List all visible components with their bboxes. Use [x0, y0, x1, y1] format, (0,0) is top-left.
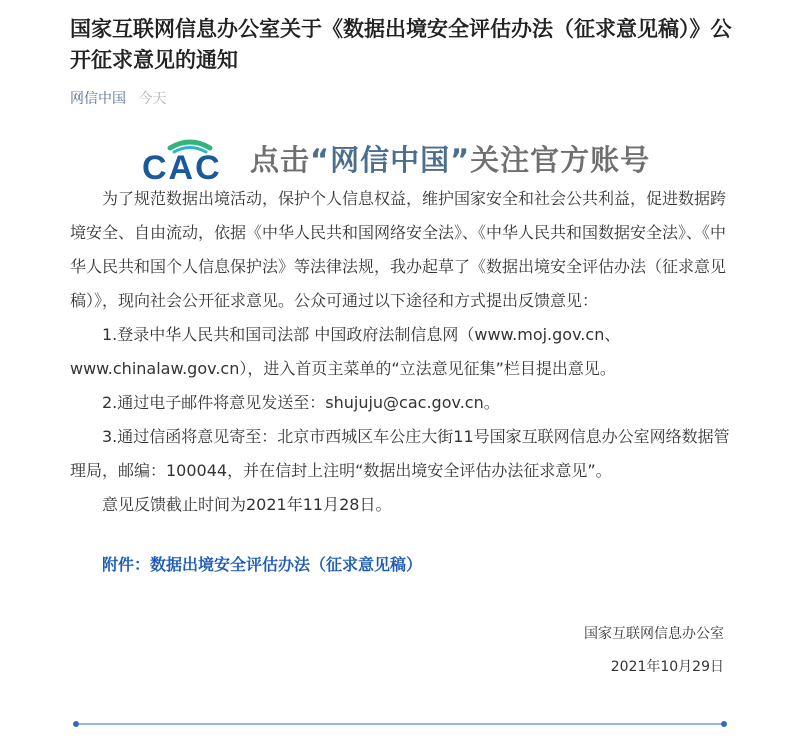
- article-meta: [70, 88, 166, 108]
- banner-slogan: [250, 138, 650, 179]
- deadline-paragraph: 意见反馈截止时间为2021年11月28日。: [102, 495, 392, 514]
- article-title: 国家互联网信息办公室关于《数据出境安全评估办法（征求意见稿）》公开征求意见的通知: [70, 17, 732, 72]
- method-item-3: 3.通过信函将意见寄至：北京市西城区车公庄大街11号国家互联网信息办公室网络数据管理局，邮编：100044，并在信封上注明“数据出境安全评估办法征求意见”。: [70, 427, 730, 480]
- intro-paragraph: 为了规范数据出境活动，保护个人信息权益，维护国家安全和社会公共利益，促进数据跨境安全、自由流动，依据《中华人民共和国网络安全法》、《中华人民共和国数据安全法》、《中华人民共和国个人信息保护法》等法律法规，我办起草了《数据出境安全评估办法（征求意见稿）》，现向社会公开征求意见。公众可通过以下途径和方式提出反馈意见：: [70, 189, 727, 310]
- follow-banner[interactable]: [140, 132, 700, 184]
- banner-suffix: 关注官方账号: [470, 143, 651, 177]
- method-item-2: 2.通过电子邮件将意见发送至：shujuju@cac.gov.cn。: [102, 393, 500, 412]
- attachment-link[interactable]: 附件：数据出境安全评估办法（征求意见稿）: [102, 555, 423, 574]
- cac-logo: [140, 132, 240, 184]
- banner-prefix: 点击: [250, 143, 311, 177]
- cac-logo-text: CAC: [142, 149, 222, 184]
- method-item-1: 1.登录中华人民共和国司法部 中国政府法制信息网（www.moj.gov.cn、www.chinalaw.gov.cn），进入首页主菜单的“立法意见征集”栏目提出意见。: [70, 325, 621, 378]
- divider-line: [72, 718, 728, 730]
- signature-org: 国家互联网信息办公室: [584, 626, 724, 642]
- account-name-link[interactable]: 网信中国: [70, 91, 126, 107]
- publish-time: 今天: [138, 91, 167, 107]
- signature-date: 2021年10月29日: [610, 659, 724, 675]
- banner-highlight: “网信中国”: [310, 143, 471, 177]
- article-body: [70, 182, 735, 522]
